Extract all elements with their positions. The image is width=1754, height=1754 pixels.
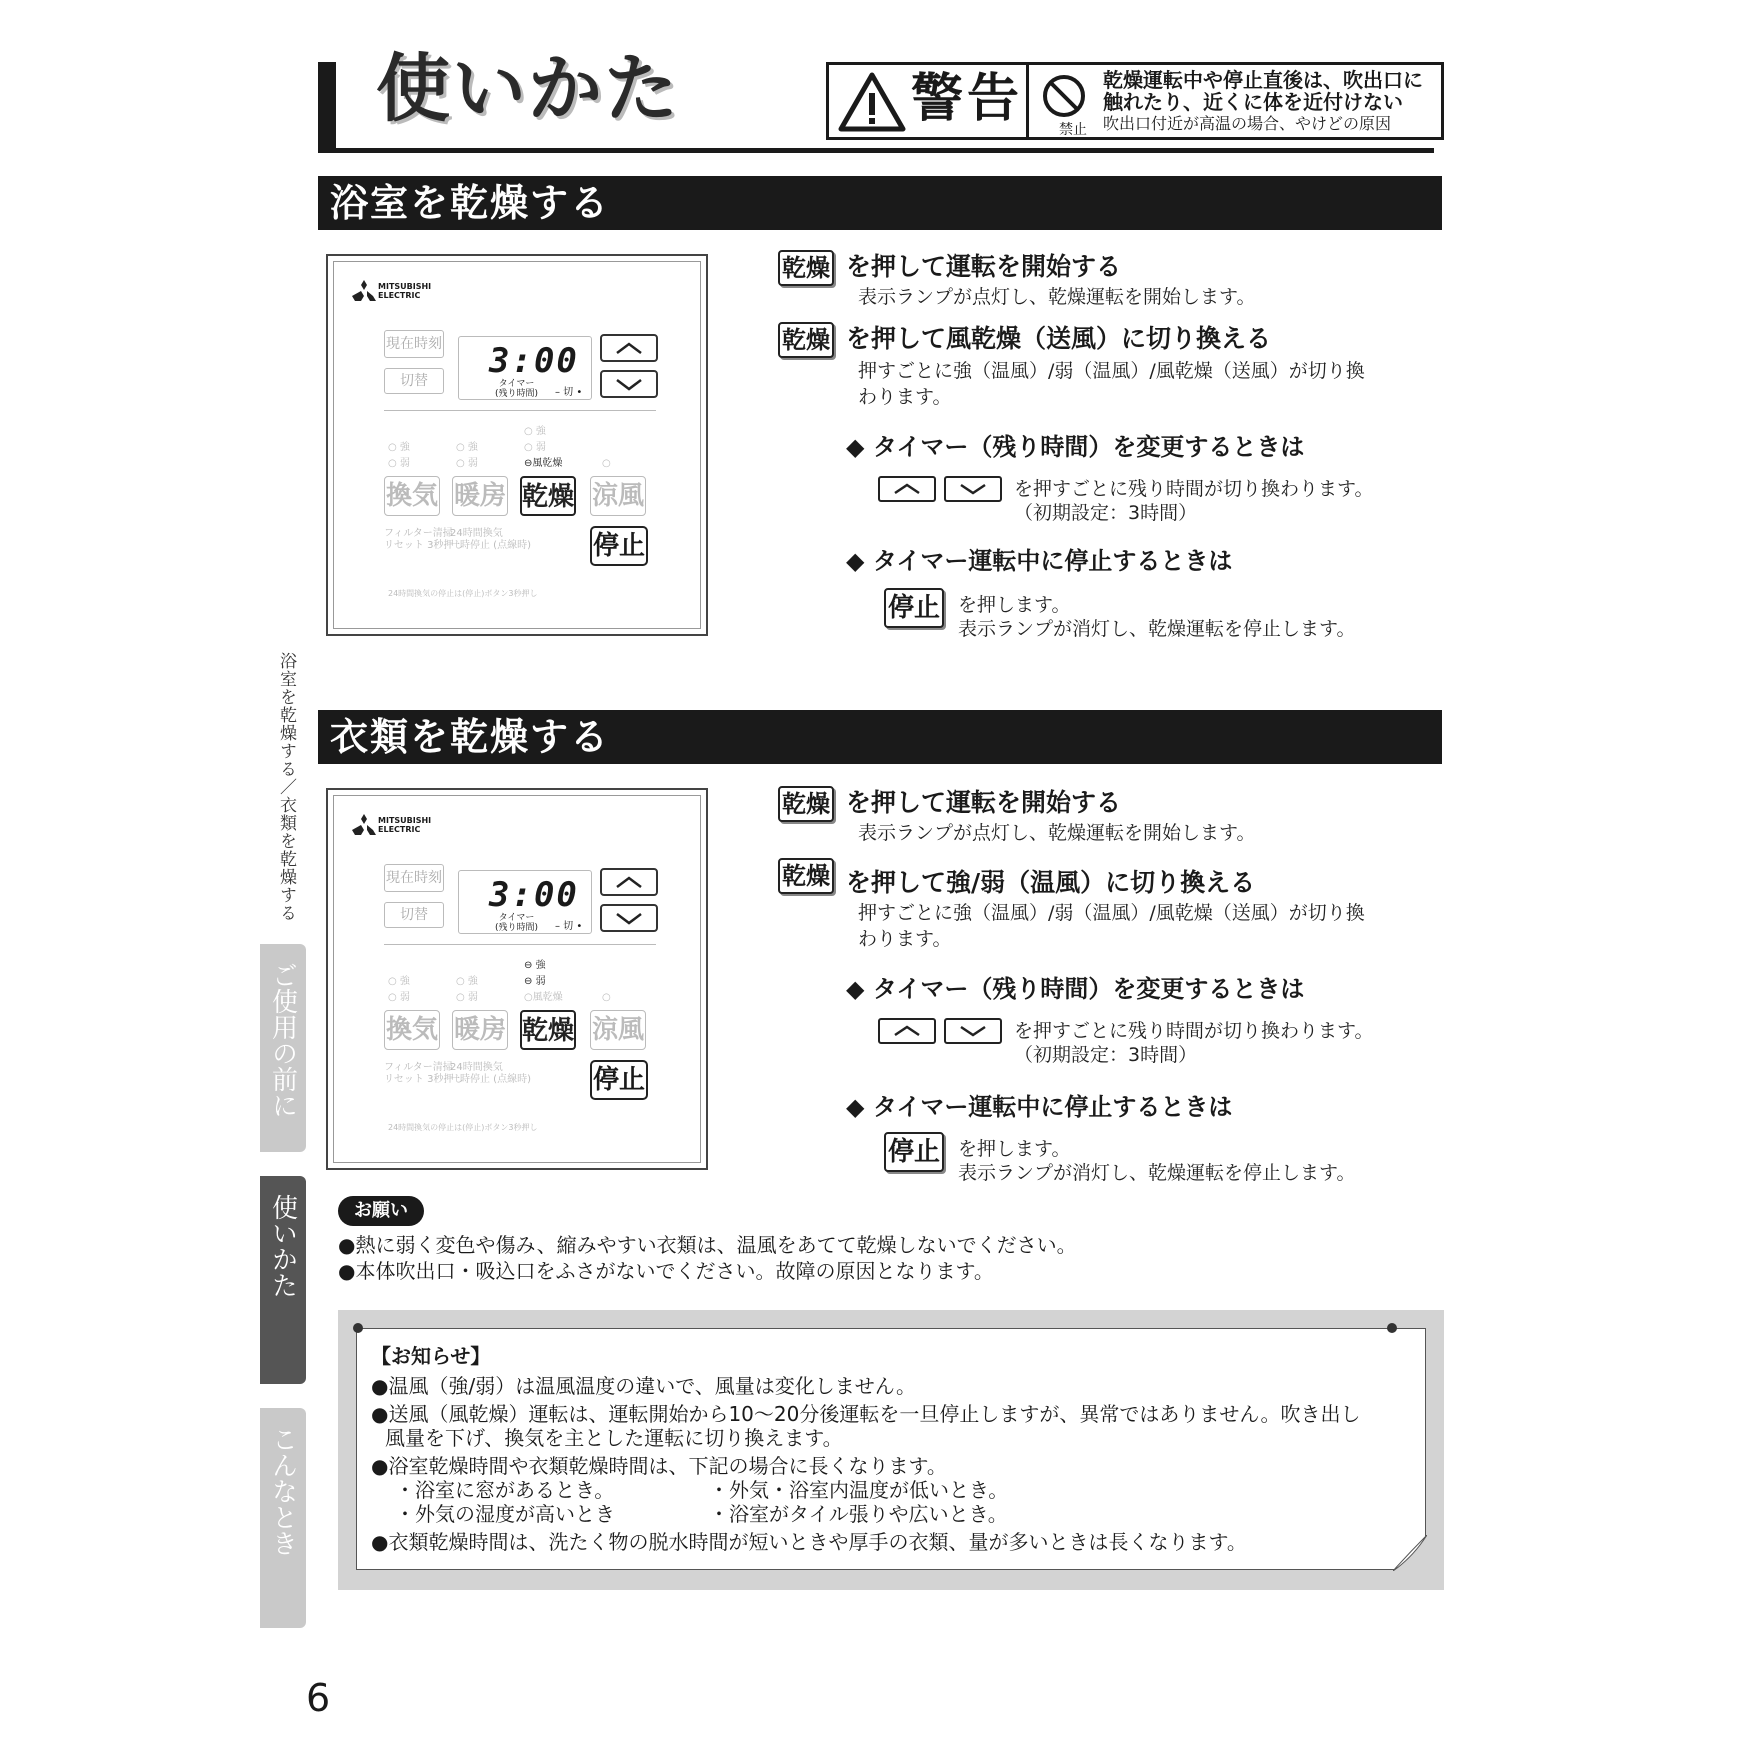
step2-body: 押すごとに強（温風）/弱（温風）/風乾燥（送風）が切り換 わります。 bbox=[858, 902, 1365, 950]
cool-key[interactable]: 涼風 bbox=[590, 476, 646, 516]
stop-body-2: 表示ランプが消灯し、乾燥運転を停止します。 bbox=[958, 618, 1356, 640]
page-number: 6 bbox=[306, 1676, 331, 1720]
notice-line: ●衣類乾燥時間は、洗たく物の脱水時間が短いときや厚手の衣類、量が多いときは長くなります。 bbox=[371, 1530, 1247, 1554]
remote-footnote: 24時間換気の停止は(停止)ボタン3秒押し bbox=[388, 1123, 538, 1132]
step1-heading: を押して運転を開始する bbox=[846, 788, 1122, 817]
notice-condition: ・外気の湿度が高いとき bbox=[395, 1502, 615, 1526]
dry-keycap: 乾燥 bbox=[778, 250, 834, 286]
notice-line: ●送風（風乾燥）運転は、運転開始から10～20分後運転を一旦停止しますが、異常ではありません。吹き出し bbox=[371, 1402, 1361, 1426]
heat-key[interactable]: 暖房 bbox=[452, 1010, 508, 1050]
step2-body: 押すごとに強（温風）/弱（温風）/風乾燥（送風）が切り換 わります。 bbox=[858, 360, 1365, 408]
dry-strong-indicator: ⊖ 強 bbox=[524, 960, 546, 971]
clock-button[interactable]: 現在時刻 bbox=[384, 330, 444, 358]
section-title-bathroom: 浴室を乾燥する bbox=[318, 176, 1442, 230]
notice-line: ●温風（強/弱）は温風温度の違いで、風量は変化しません。 bbox=[371, 1374, 916, 1398]
dry-weak-indicator: ⊖ 弱 bbox=[524, 976, 546, 987]
chevron-up-icon bbox=[602, 336, 656, 360]
mitsubishi-logo-icon bbox=[352, 280, 376, 302]
chevron-down-icon bbox=[602, 372, 656, 396]
cool-indicator: ○ bbox=[602, 992, 611, 1003]
section-title-clothes: 衣類を乾燥する bbox=[318, 710, 1442, 764]
tab-how-to-use[interactable]: 使いかた bbox=[260, 1176, 306, 1384]
pin-icon bbox=[353, 1323, 363, 1333]
dry-keycap: 乾燥 bbox=[778, 858, 834, 894]
stop-body-2: 表示ランプが消灯し、乾燥運転を停止します。 bbox=[958, 1162, 1356, 1184]
tab-before-use[interactable]: ご使用の前に bbox=[260, 944, 306, 1152]
cool-indicator: ○ bbox=[602, 458, 611, 469]
heat-key[interactable]: 暖房 bbox=[452, 476, 508, 516]
chevron-down-icon bbox=[602, 906, 656, 930]
dry-key[interactable]: 乾燥 bbox=[520, 476, 576, 516]
filter-reset-label: フィルター清掃 リセット 3秒押し bbox=[384, 1062, 464, 1085]
brand-logo-text: MITSUBISHI ELECTRIC bbox=[378, 282, 432, 300]
timer-up-keycap bbox=[878, 1018, 936, 1044]
dry-keycap: 乾燥 bbox=[778, 786, 834, 822]
timer-display bbox=[458, 870, 592, 934]
timer-change-body: を押すごとに残り時間が切り換わります。 bbox=[1014, 1020, 1374, 1042]
vent-weak-indicator: ○ 弱 bbox=[388, 992, 410, 1003]
display-off-label: – 切 • bbox=[555, 387, 583, 398]
mitsubishi-logo-icon bbox=[352, 814, 376, 836]
title-accent-bar bbox=[318, 62, 336, 152]
timer-stop-heading: ◆ タイマー運転中に停止するときは bbox=[846, 547, 1233, 575]
heat-strong-indicator: ○ 強 bbox=[456, 976, 478, 987]
vent24-label: 24時間換気 一時停止 (点線時) bbox=[450, 528, 531, 551]
remote-panel-bathroom bbox=[326, 254, 708, 636]
stop-keycap: 停止 bbox=[884, 588, 944, 628]
page-curl-icon bbox=[1393, 1535, 1427, 1571]
notice-paper bbox=[356, 1328, 1426, 1570]
timer-change-heading: ◆ タイマー（残り時間）を変更するときは bbox=[846, 975, 1305, 1003]
timer-stop-heading: ◆ タイマー運転中に停止するときは bbox=[846, 1093, 1233, 1121]
dry-winddry-indicator: ⊖風乾燥 bbox=[524, 458, 563, 469]
prohibition-icon bbox=[1041, 73, 1087, 119]
dry-strong-indicator: ○ 強 bbox=[524, 426, 546, 437]
timer-display bbox=[458, 336, 592, 400]
chevron-down-icon bbox=[946, 1020, 1000, 1042]
step1-heading: を押して運転を開始する bbox=[846, 252, 1122, 281]
chevron-up-icon bbox=[880, 478, 934, 500]
timer-default: （初期設定：3時間） bbox=[1014, 502, 1198, 524]
heat-weak-indicator: ○ 弱 bbox=[456, 992, 478, 1003]
notice-condition: ・外気・浴室内温度が低いとき。 bbox=[709, 1478, 1009, 1502]
timer-down-keycap bbox=[944, 476, 1002, 502]
vent-strong-indicator: ○ 強 bbox=[388, 976, 410, 987]
dry-weak-indicator: ○ 弱 bbox=[524, 442, 546, 453]
chevron-up-icon bbox=[880, 1020, 934, 1042]
heat-strong-indicator: ○ 強 bbox=[456, 442, 478, 453]
display-time: 3:00 bbox=[489, 341, 579, 381]
timer-change-heading: ◆ タイマー（残り時間）を変更するときは bbox=[846, 433, 1305, 461]
dry-winddry-indicator: ○風乾燥 bbox=[524, 992, 563, 1003]
cool-key[interactable]: 涼風 bbox=[590, 1010, 646, 1050]
step1-body: 表示ランプが点灯し、乾燥運転を開始します。 bbox=[858, 822, 1256, 844]
stop-key[interactable]: 停止 bbox=[590, 526, 648, 566]
stop-body-1: を押します。 bbox=[958, 594, 1071, 616]
display-timer-label: タイマー (残り時間) bbox=[495, 379, 539, 399]
step2-heading: を押して風乾燥（送風）に切り換える bbox=[846, 324, 1272, 353]
timer-up-keycap bbox=[878, 476, 936, 502]
notice-heading: 【お知らせ】 bbox=[371, 1344, 491, 1368]
request-item: ●本体吹出口・吸込口をふさがないでください。故障の原因となります。 bbox=[338, 1259, 994, 1283]
request-badge: お願い bbox=[338, 1196, 424, 1226]
warning-text-2: 触れたり、近くに体を近付けない bbox=[1103, 90, 1403, 114]
notice-line: 風量を下げ、換気を主とした運転に切り換えます。 bbox=[385, 1426, 843, 1450]
dry-key[interactable]: 乾燥 bbox=[520, 1010, 576, 1050]
timer-down-keycap bbox=[944, 1018, 1002, 1044]
warning-text-1: 乾燥運転中や停止直後は、吹出口に bbox=[1103, 68, 1423, 92]
timer-up-button[interactable] bbox=[600, 868, 658, 896]
step2-heading: を押して強/弱（温風）に切り換える bbox=[846, 868, 1256, 897]
switch-button[interactable]: 切替 bbox=[384, 902, 444, 928]
dry-keycap: 乾燥 bbox=[778, 322, 834, 358]
remote-footnote: 24時間換気の停止は(停止)ボタン3秒押し bbox=[388, 589, 538, 598]
display-time: 3:00 bbox=[489, 875, 579, 915]
request-item: ●熱に弱く変色や傷み、縮みやすい衣類は、温風をあてて乾燥しないでください。 bbox=[338, 1233, 1077, 1257]
chevron-up-icon bbox=[602, 870, 656, 894]
display-off-label: – 切 • bbox=[555, 921, 583, 932]
chevron-down-icon bbox=[946, 478, 1000, 500]
side-section-label: 浴室を乾燥する／衣類を乾燥する bbox=[276, 652, 296, 922]
vent-key[interactable]: 換気 bbox=[384, 476, 440, 516]
title-underline bbox=[318, 148, 1434, 153]
notice-line: ●浴室乾燥時間や衣類乾燥時間は、下記の場合に長くなります。 bbox=[371, 1454, 947, 1478]
brand-logo-text: MITSUBISHI ELECTRIC bbox=[378, 816, 432, 834]
tab-troubleshooting[interactable]: こんなとき bbox=[260, 1408, 306, 1628]
timer-down-button[interactable] bbox=[600, 370, 658, 398]
stop-key[interactable]: 停止 bbox=[590, 1060, 648, 1100]
timer-change-body: を押すごとに残り時間が切り換わります。 bbox=[1014, 478, 1374, 500]
vent-key[interactable]: 換気 bbox=[384, 1010, 440, 1050]
warning-triangle-icon bbox=[837, 71, 907, 133]
display-timer-label: タイマー (残り時間) bbox=[495, 913, 539, 933]
switch-button[interactable]: 切替 bbox=[384, 368, 444, 394]
notice-condition: ・浴室がタイル張りや広いとき。 bbox=[709, 1502, 1008, 1526]
page-title: 使いかた bbox=[376, 46, 680, 132]
warning-signal-word: 警告 bbox=[911, 69, 1024, 129]
stop-body-1: を押します。 bbox=[958, 1138, 1071, 1160]
remote-panel-clothes bbox=[326, 788, 708, 1170]
timer-up-button[interactable] bbox=[600, 334, 658, 362]
prohibition-label: 禁止 bbox=[1059, 122, 1087, 138]
heat-weak-indicator: ○ 弱 bbox=[456, 458, 478, 469]
vent24-label: 24時間換気 一時停止 (点線時) bbox=[450, 1062, 531, 1085]
step1-body: 表示ランプが点灯し、乾燥運転を開始します。 bbox=[858, 286, 1256, 308]
vent-weak-indicator: ○ 弱 bbox=[388, 458, 410, 469]
pin-icon bbox=[1387, 1323, 1397, 1333]
stop-keycap: 停止 bbox=[884, 1132, 944, 1172]
warning-signal bbox=[829, 65, 1029, 137]
vent-strong-indicator: ○ 強 bbox=[388, 442, 410, 453]
warning-box bbox=[826, 62, 1444, 140]
notice-condition: ・浴室に窓があるとき。 bbox=[395, 1478, 615, 1502]
timer-down-button[interactable] bbox=[600, 904, 658, 932]
clock-button[interactable]: 現在時刻 bbox=[384, 864, 444, 892]
warning-reason: 吹出口付近が高温の場合、やけどの原因 bbox=[1103, 114, 1392, 133]
timer-default: （初期設定：3時間） bbox=[1014, 1044, 1198, 1066]
filter-reset-label: フィルター清掃 リセット 3秒押し bbox=[384, 528, 464, 551]
